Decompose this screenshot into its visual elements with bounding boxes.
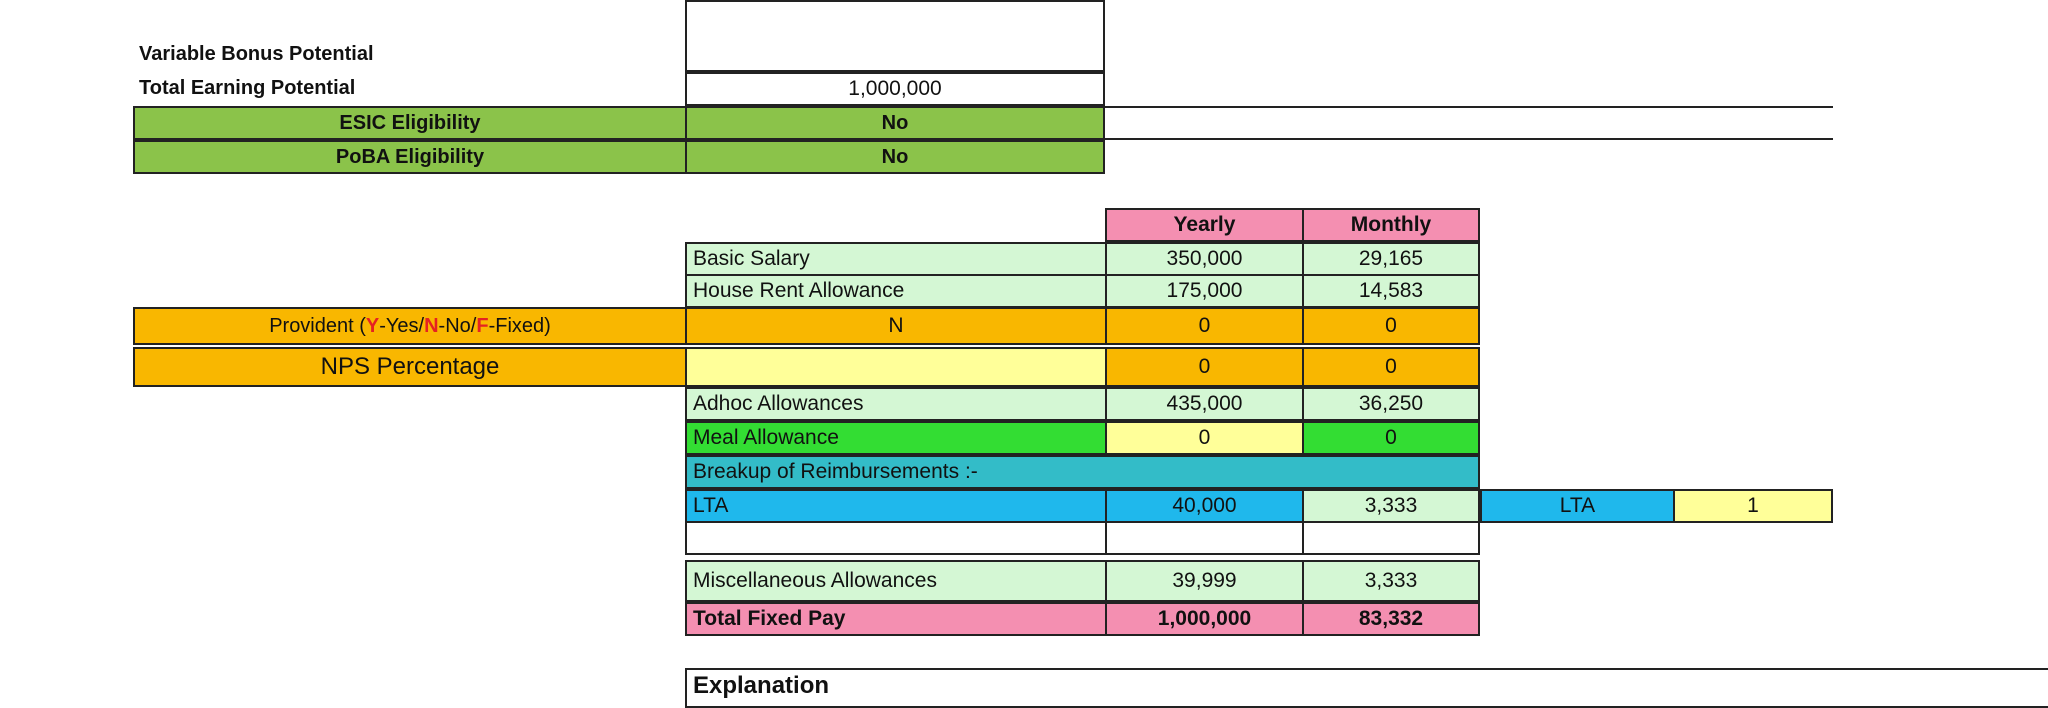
divider-line [1105, 106, 1833, 108]
basic-salary-yearly: 350,000 [1105, 242, 1304, 276]
poba-eligibility-label: PoBA Eligibility [133, 140, 687, 174]
meal-allowance-label: Meal Allowance [685, 421, 1107, 455]
misc-allowances-label: Miscellaneous Allowances [685, 560, 1107, 602]
hra-yearly: 175,000 [1105, 274, 1304, 308]
explanation-title: Explanation [693, 672, 830, 699]
provident-label-prefix: Provident ( [269, 314, 366, 337]
lta-monthly: 3,333 [1302, 489, 1480, 523]
total-earning-label: Total Earning Potential [139, 76, 356, 99]
breakup-of-reimbursements: Breakup of Reimbursements :- [685, 455, 1480, 489]
provident-monthly: 0 [1302, 307, 1480, 345]
provident-input[interactable]: N [685, 307, 1107, 345]
provident-fixed-text: -Fixed) [488, 314, 551, 337]
total-fixed-pay-yearly: 1,000,000 [1105, 602, 1304, 636]
esic-eligibility-value: No [685, 106, 1105, 140]
lta-count-input[interactable]: 1 [1673, 489, 1833, 523]
nps-monthly: 0 [1302, 347, 1480, 387]
lta-side-label: LTA [1480, 489, 1675, 523]
empty-cell [685, 521, 1107, 555]
provident-f-flag: F [476, 314, 489, 337]
provident-yearly: 0 [1105, 307, 1304, 345]
lta-yearly: 40,000 [1105, 489, 1304, 523]
misc-allowances-monthly: 3,333 [1302, 560, 1480, 602]
hra-monthly: 14,583 [1302, 274, 1480, 308]
empty-cell [1105, 521, 1304, 555]
total-earning-value: 1,000,000 [685, 72, 1105, 106]
meal-allowance-yearly-input[interactable]: 0 [1105, 421, 1304, 455]
provident-yes-text: -Yes/ [379, 314, 425, 337]
hra-label: House Rent Allowance [685, 274, 1107, 308]
divider-line [1105, 138, 1833, 140]
poba-eligibility-value: No [685, 140, 1105, 174]
nps-yearly: 0 [1105, 347, 1304, 387]
esic-eligibility-label: ESIC Eligibility [133, 106, 687, 140]
yearly-header: Yearly [1105, 208, 1304, 242]
lta-label: LTA [685, 489, 1107, 523]
variable-bonus-label: Variable Bonus Potential [139, 42, 374, 65]
provident-label [133, 307, 687, 345]
basic-salary-monthly: 29,165 [1302, 242, 1480, 276]
provident-y-flag: Y [365, 314, 380, 337]
meal-allowance-monthly: 0 [1302, 421, 1480, 455]
nps-percentage-label: NPS Percentage [133, 347, 687, 387]
adhoc-allowances-yearly: 435,000 [1105, 387, 1304, 421]
basic-salary-label: Basic Salary [685, 242, 1107, 276]
adhoc-allowances-label: Adhoc Allowances [685, 387, 1107, 421]
provident-n-flag: N [424, 314, 439, 337]
nps-percentage-input[interactable] [685, 347, 1107, 387]
adhoc-allowances-monthly: 36,250 [1302, 387, 1480, 421]
misc-allowances-yearly: 39,999 [1105, 560, 1304, 602]
total-fixed-pay-monthly: 83,332 [1302, 602, 1480, 636]
variable-bonus-input[interactable] [685, 0, 1105, 72]
provident-no-text: -No/ [438, 314, 477, 337]
explanation-box [685, 668, 2048, 708]
total-fixed-pay-label: Total Fixed Pay [685, 602, 1107, 636]
empty-cell [1302, 521, 1480, 555]
monthly-header: Monthly [1302, 208, 1480, 242]
